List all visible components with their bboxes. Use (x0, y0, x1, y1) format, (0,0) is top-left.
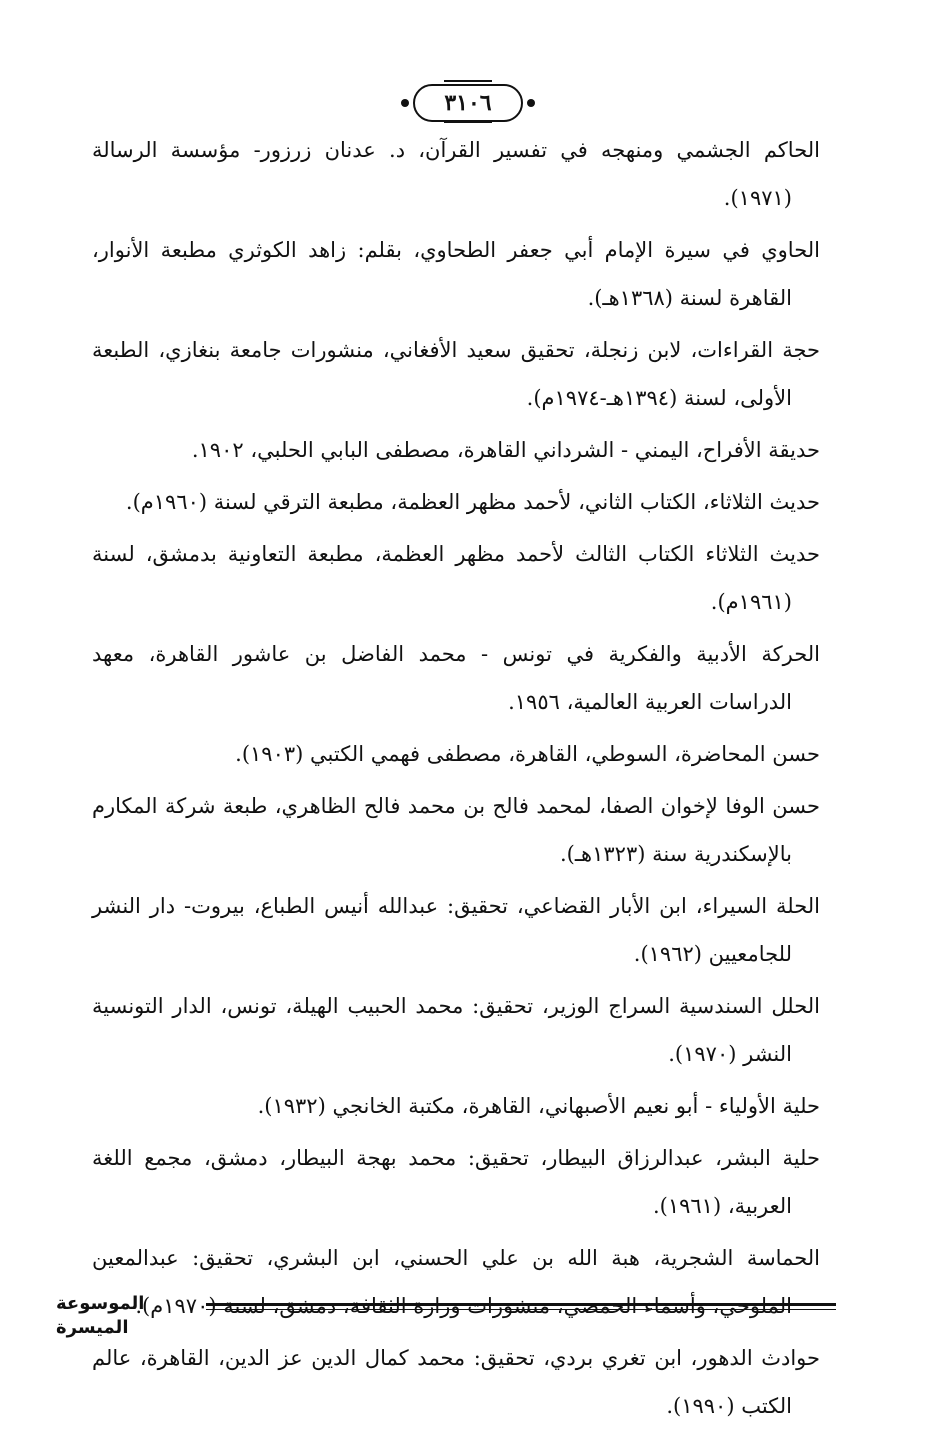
bibliography-entry: الحماسة الشجرية، هبة الله بن علي الحسني، ابن البشري، تحقيق: عبدالمعين الملوحي، وأسماء الحمصي، منشورات وزارة الثقافة، دمشق، لسنة (١٩٧٠م). (92, 1246, 820, 1318)
footer-rule (206, 1303, 836, 1306)
bibliography-entry: الحلل السندسية السراج الوزير، تحقيق: محمد الحبيب الهيلة، تونس، الدار التونسية النشر (١٩٧٠). (92, 994, 820, 1066)
page-header (0, 84, 936, 122)
bibliography-entry: حسن المحاضرة، السوطي، القاهرة، مصطفى فهمي الكتبي (١٩٠٣). (235, 742, 820, 766)
bibliography-entry: حديقة الأفراح، اليمني - الشرداني القاهرة، مصطفى البابي الحلبي، ١٩٠٢. (191, 438, 820, 462)
bibliography-entry: حلية الأولياء - أبو نعيم الأصبهاني، القاهرة، مكتبة الخانجي (١٩٣٢). (257, 1094, 820, 1118)
bibliography-entry: الحركة الأدبية والفكرية في تونس - محمد الفاضل بن عاشور القاهرة، معهد الدراسات العربية العالمية، ١٩٥٦. (92, 642, 820, 714)
page-number: ٣١٠٦ (444, 90, 492, 116)
bibliography-entry: حلية البشر، عبدالرزاق البيطار، تحقيق: محمد بهجة البيطار، دمشق، مجمع اللغة العربية، (١٩٦١). (92, 1146, 820, 1218)
bibliography-entry: الحلة السيراء، ابن الأبار القضاعي، تحقيق: عبدالله أنيس الطباع، بيروت- دار النشر للجامعيين (١٩٦٢). (92, 894, 820, 966)
bibliography-entry: حجة القراءات، لابن زنجلة، تحقيق سعيد الأفغاني، منشورات جامعة بنغازي، الطبعة الأولى، لسنة (١٣٩٤هـ-١٩٧٤م). (92, 338, 820, 410)
footer-rule-thin (206, 1309, 836, 1310)
bibliography-entry: الحاكم الجشمي ومنهجه في تفسير القرآن، د. عدنان زرزور- مؤسسة الرسالة (١٩٧١). (92, 138, 820, 210)
bibliography-entry: الحاوي في سيرة الإمام أبي جعفر الطحاوي، بقلم: زاهد الكوثري مطبعة الأنوار، القاهرة لسنة (١٣٦٨هـ). (92, 238, 820, 310)
bibliography-entry: حديث الثلاثاء، الكتاب الثاني، لأحمد مظهر العظمة، مطبعة الترقي لسنة (١٩٦٠م). (125, 490, 820, 514)
bibliography-entry: حديث الثلاثاء الكتاب الثالث لأحمد مظهر العظمة، مطبعة التعاونية بدمشق، لسنة (١٩٦١م). (92, 542, 820, 614)
ornament-top (444, 80, 492, 85)
bibliography-entry: حسن الوفا لإخوان الصفا، لمحمد فالح بن محمد فالح الظاهري، طبعة شركة المكارم بالإسكندرية سنة (١٣٢٣هـ). (92, 794, 820, 866)
bibliography-entry: حوادث الدهور، ابن تغري بردي، تحقيق: محمد كمال الدين عز الدين، القاهرة، عالم الكتب (١٩٩٠). (92, 1346, 820, 1418)
page-footer (56, 1292, 836, 1338)
bibliography-list (92, 126, 820, 1434)
page-number-badge (413, 84, 523, 122)
footer-title: الموسوعة الميسرة (56, 1293, 145, 1338)
